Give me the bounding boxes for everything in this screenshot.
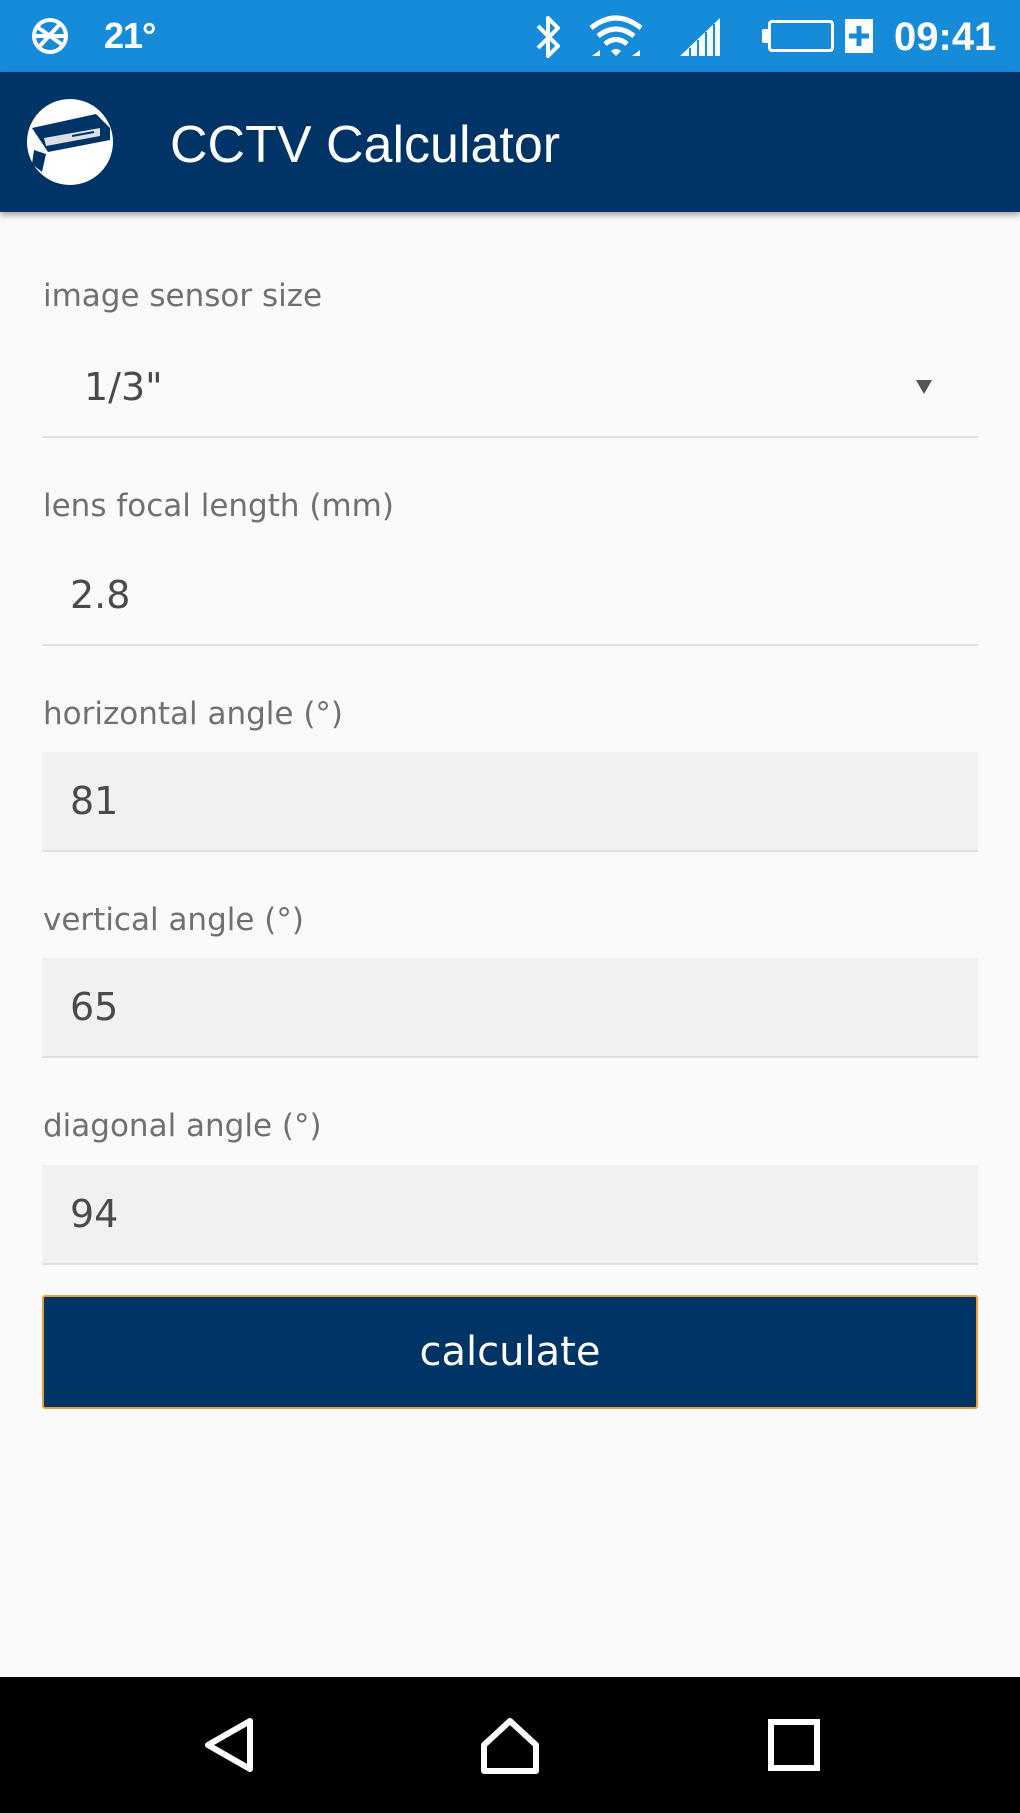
- app-title: CCTV Calculator: [170, 116, 561, 174]
- status-bar: [0, 0, 1020, 72]
- back-icon[interactable]: [198, 1713, 262, 1777]
- vertical-angle-value: 65: [70, 985, 119, 1029]
- horizontal-angle-field: [42, 752, 978, 852]
- focal-length-label: lens focal length (mm): [43, 488, 394, 524]
- focal-length-value: 2.8: [70, 573, 131, 617]
- vertical-angle-field: [42, 958, 978, 1058]
- cctv-camera-icon: [26, 98, 114, 186]
- app-bar: [0, 72, 1020, 212]
- sensor-size-label: image sensor size: [43, 278, 323, 314]
- weather-icon: [28, 16, 72, 56]
- horizontal-angle-label: horizontal angle (°): [43, 696, 344, 732]
- dropdown-arrow-icon: [916, 380, 932, 394]
- calculate-button[interactable]: calculate: [42, 1295, 978, 1409]
- diagonal-angle-value: 94: [70, 1192, 119, 1236]
- charging-icon: [844, 18, 874, 54]
- battery-label: 67%: [777, 23, 825, 49]
- bluetooth-icon: [530, 14, 566, 60]
- horizontal-angle-value: 81: [70, 779, 119, 823]
- focal-length-input[interactable]: [42, 546, 978, 646]
- diagonal-angle-label: diagonal angle (°): [43, 1108, 322, 1144]
- home-icon[interactable]: [478, 1713, 542, 1777]
- clock: 09:41: [894, 15, 997, 59]
- battery-icon: [762, 18, 846, 56]
- signal-icon: [676, 14, 724, 60]
- sensor-size-select[interactable]: [42, 338, 978, 438]
- vertical-angle-label: vertical angle (°): [43, 902, 304, 938]
- navigation-bar: [0, 1677, 1020, 1813]
- diagonal-angle-field: [42, 1165, 978, 1265]
- recents-icon[interactable]: [762, 1713, 826, 1777]
- temperature: 21°: [104, 15, 156, 56]
- wifi-icon: [588, 14, 644, 60]
- sensor-size-value: 1/3": [84, 365, 163, 409]
